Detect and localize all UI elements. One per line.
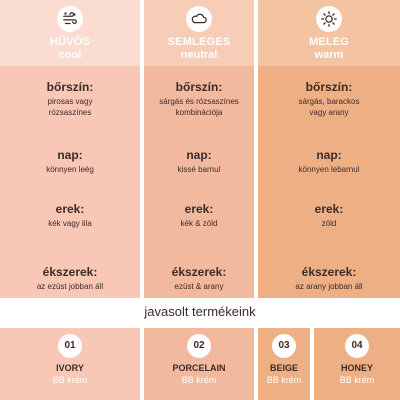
column-subtitle: warm [314,49,344,61]
info-label: ékszerek: [171,265,227,279]
info-value: az ezüst jobban áll [36,282,104,291]
info-label: bőrszín: [46,80,94,94]
product-number: 04 [345,334,369,358]
info-label: bőrszín: [175,80,223,94]
column-title: SEMLEGES [167,36,231,48]
wind-icon [57,6,83,32]
info-block-veins [258,202,400,229]
info-label: bőrszín: [305,80,353,94]
product-name: HONEY [340,363,373,373]
column-cool [0,0,140,298]
product-number: 01 [58,334,82,358]
info-label: nap: [316,148,342,162]
column-warm [258,0,400,298]
column-title: MELEG [308,36,350,48]
cloud-icon [186,6,212,32]
info-block-veins [144,202,254,229]
column-header-neutral [144,0,254,66]
product-number: 03 [272,334,296,358]
info-value: könnyen lebarnul [298,165,360,174]
product-name: PORCELAIN [172,363,226,373]
info-value: pirosas vagy rózsaszínes [47,97,93,117]
product-type: BB krém [52,375,88,385]
info-value: az arany jobban áll [295,282,363,291]
product-name: IVORY [56,363,84,373]
info-label: erek: [184,202,214,216]
product-number: 02 [187,334,211,358]
info-label: nap: [186,148,212,162]
column-header-warm [258,0,400,66]
info-label: erek: [314,202,344,216]
column-subtitle: cool [58,49,82,61]
info-value: könnyen leég [46,165,94,174]
info-label: ékszerek: [42,265,98,279]
info-block-sun [0,148,140,175]
info-block-jewelry [0,265,140,292]
info-value: sárgás, barackos vagy arany [298,97,360,117]
info-block-skin [144,80,254,118]
info-block-sun [144,148,254,175]
info-label: ékszerek: [301,265,357,279]
column-subtitle: neutral [180,49,218,61]
column-title: HŰVÖS [49,36,91,48]
info-value: ezüst & arany [174,282,224,291]
product-card-ivory[interactable] [0,328,140,400]
product-type: BB krém [339,375,375,385]
products-title: javasolt termékeink [144,304,256,319]
info-value: kissé barnul [177,165,221,174]
column-header-cool [0,0,140,66]
info-value: sárgás és rózsaszínes kombinációja [159,97,239,117]
column-neutral [144,0,254,298]
info-block-skin [258,80,400,118]
info-block-veins [0,202,140,229]
product-card-porcelain[interactable] [144,328,254,400]
info-value: kék & zöld [180,219,218,228]
info-label: nap: [57,148,83,162]
product-type: BB krém [181,375,217,385]
product-type: BB krém [266,375,302,385]
info-block-jewelry [258,265,400,292]
product-card-honey[interactable] [314,328,400,400]
product-name: BEIGE [269,363,298,373]
sun-icon [316,6,342,32]
info-value: kék vagy lila [48,219,92,228]
info-block-jewelry [144,265,254,292]
info-value: zöld [321,219,337,228]
product-card-beige[interactable] [258,328,310,400]
info-label: erek: [55,202,85,216]
info-block-skin [0,80,140,118]
info-block-sun [258,148,400,175]
